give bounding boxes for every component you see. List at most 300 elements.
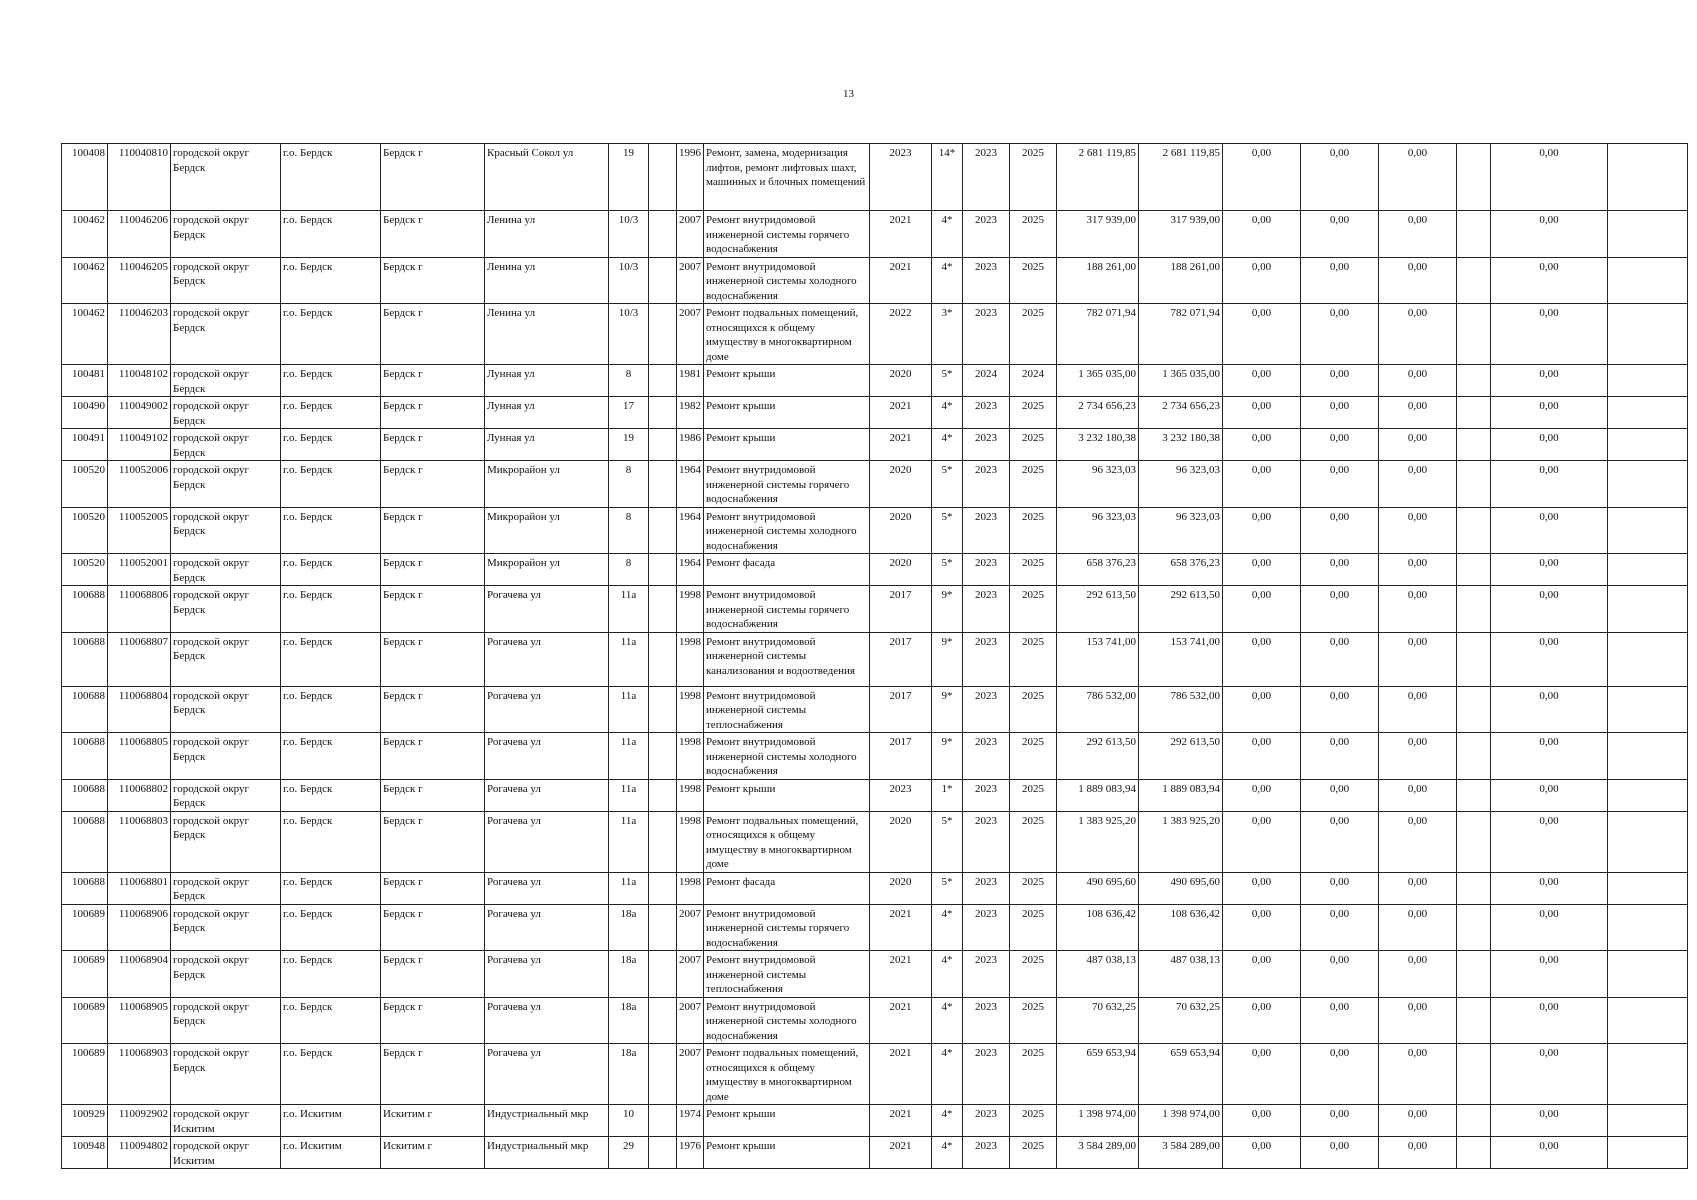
cell-house-id: 100491 [62,429,108,461]
cell-settlement: Бердск г [381,304,485,365]
cell-planned-year: 2021 [870,997,932,1044]
cell-work-code: 110094802 [108,1137,171,1169]
cell-work-code: 110040810 [108,144,171,211]
cell-cost-budget-federal: 0,00 [1223,586,1301,633]
cell-year-built: 2007 [677,997,704,1044]
cell-work-code: 110068906 [108,904,171,951]
cell-work-type: Ремонт, замена, модернизация лифтов, ремонт лифтовых шахт, машинных и блочных помещений [704,144,870,211]
cell-year-built: 1964 [677,461,704,508]
cell-settlement: Бердск г [381,257,485,304]
cell-cell-code: 4* [932,1137,963,1169]
cell-house-id: 100688 [62,733,108,780]
table-row [62,632,1688,686]
cell-cost-total: 659 653,94 [1057,1044,1139,1105]
cell-cost-budget-local: 0,00 [1379,904,1457,951]
cell-cell-code: 9* [932,686,963,733]
cell-extra-col [1608,144,1688,211]
table-row [62,1044,1688,1105]
cell-settlement: Искитим г [381,1137,485,1169]
cell-cost-budget-local: 0,00 [1379,429,1457,461]
cell-settlement: Бердск г [381,872,485,904]
cell-cost-budget-federal: 0,00 [1223,811,1301,872]
cell-house-id: 100462 [62,304,108,365]
cell-cell-code: 3* [932,304,963,365]
cell-street: Рогачева ул [485,872,609,904]
cell-start-year: 2023 [963,1044,1010,1105]
cell-house-number: 10/3 [609,257,649,304]
cell-house-number: 11а [609,586,649,633]
cell-work-type: Ремонт внутридомовой инженерной системы холодного водоснабжения [704,507,870,554]
cell-cost-owners: 0,00 [1491,951,1608,998]
cell-cost-owners: 0,00 [1491,632,1608,686]
cell-street: Рогачева ул [485,632,609,686]
cell-municipal-district: г.о. Бердск [281,507,381,554]
cell-start-year: 2023 [963,554,1010,586]
cell-cost-budget-local: 0,00 [1379,779,1457,811]
cell-cost-fund: 96 323,03 [1139,461,1223,508]
cell-start-year: 2023 [963,429,1010,461]
cell-end-year: 2025 [1010,1105,1057,1137]
cell-house-id: 100689 [62,997,108,1044]
cell-end-year: 2025 [1010,779,1057,811]
cell-cost-fund: 658 376,23 [1139,554,1223,586]
cell-cost-owners: 0,00 [1491,1137,1608,1169]
cell-cost-total: 658 376,23 [1057,554,1139,586]
cell-year-built: 1974 [677,1105,704,1137]
cell-building [649,811,677,872]
cell-start-year: 2023 [963,144,1010,211]
cell-street: Индустриальный мкр [485,1105,609,1137]
cell-extra-col [1608,997,1688,1044]
cell-cost-budget-federal: 0,00 [1223,686,1301,733]
cell-cost-budget-federal: 0,00 [1223,779,1301,811]
cell-cost-total: 3 232 180,38 [1057,429,1139,461]
cell-work-code: 110048102 [108,365,171,397]
cell-work-code: 110046205 [108,257,171,304]
cell-work-type: Ремонт крыши [704,779,870,811]
cell-cost-fund: 1 398 974,00 [1139,1105,1223,1137]
cell-building [649,1137,677,1169]
cell-building [649,872,677,904]
cell-house-number: 11а [609,872,649,904]
cell-house-number: 11а [609,632,649,686]
cell-cost-fund: 292 613,50 [1139,733,1223,780]
cell-cost-budget-local: 0,00 [1379,872,1457,904]
cell-work-type: Ремонт внутридомовой инженерной системы горячего водоснабжения [704,904,870,951]
cell-cost-budget-federal: 0,00 [1223,397,1301,429]
cell-year-built: 1976 [677,1137,704,1169]
cell-year-built: 2007 [677,904,704,951]
cell-street: Лунная ул [485,397,609,429]
cell-cost-budget-regional: 0,00 [1301,586,1379,633]
cell-empty-col [1457,586,1491,633]
cell-planned-year: 2020 [870,461,932,508]
cell-cell-code: 4* [932,429,963,461]
cell-cost-owners: 0,00 [1491,554,1608,586]
cell-house-number: 19 [609,144,649,211]
cell-end-year: 2025 [1010,951,1057,998]
cell-empty-col [1457,951,1491,998]
cell-cost-budget-regional: 0,00 [1301,872,1379,904]
cell-cost-budget-regional: 0,00 [1301,429,1379,461]
cell-work-type: Ремонт крыши [704,365,870,397]
cell-cost-owners: 0,00 [1491,997,1608,1044]
table-row [62,1105,1688,1137]
cell-planned-year: 2020 [870,811,932,872]
cell-street: Микрорайон ул [485,461,609,508]
cell-year-built: 2007 [677,257,704,304]
cell-cell-code: 4* [932,1044,963,1105]
cell-municipal-district: г.о. Бердск [281,779,381,811]
cell-planned-year: 2021 [870,904,932,951]
cell-house-number: 18а [609,904,649,951]
cell-cost-budget-federal: 0,00 [1223,872,1301,904]
cell-municipality: городской округ Бердск [171,811,281,872]
cell-start-year: 2023 [963,904,1010,951]
cell-building [649,904,677,951]
cell-empty-col [1457,632,1491,686]
table-row [62,1137,1688,1169]
cell-cost-total: 108 636,42 [1057,904,1139,951]
cell-cost-fund: 487 038,13 [1139,951,1223,998]
cell-cost-owners: 0,00 [1491,144,1608,211]
cell-house-number: 11а [609,811,649,872]
cell-end-year: 2025 [1010,429,1057,461]
cell-cost-budget-federal: 0,00 [1223,733,1301,780]
cell-cost-budget-federal: 0,00 [1223,554,1301,586]
cell-start-year: 2023 [963,733,1010,780]
cell-municipal-district: г.о. Бердск [281,997,381,1044]
cell-cost-owners: 0,00 [1491,365,1608,397]
cell-cost-owners: 0,00 [1491,904,1608,951]
cell-cost-fund: 96 323,03 [1139,507,1223,554]
cell-planned-year: 2021 [870,1105,932,1137]
cell-cost-owners: 0,00 [1491,811,1608,872]
cell-settlement: Бердск г [381,461,485,508]
cell-cost-owners: 0,00 [1491,586,1608,633]
cell-cost-owners: 0,00 [1491,397,1608,429]
cell-work-type: Ремонт внутридомовой инженерной системы горячего водоснабжения [704,461,870,508]
cell-planned-year: 2023 [870,779,932,811]
cell-empty-col [1457,257,1491,304]
cell-end-year: 2025 [1010,686,1057,733]
cell-cost-total: 70 632,25 [1057,997,1139,1044]
cell-end-year: 2025 [1010,554,1057,586]
cell-start-year: 2023 [963,507,1010,554]
cell-extra-col [1608,397,1688,429]
cell-settlement: Бердск г [381,811,485,872]
cell-street: Ленина ул [485,211,609,258]
cell-work-type: Ремонт крыши [704,1105,870,1137]
cell-year-built: 1998 [677,811,704,872]
cell-municipal-district: г.о. Бердск [281,733,381,780]
cell-street: Рогачева ул [485,686,609,733]
cell-end-year: 2025 [1010,507,1057,554]
cell-street: Рогачева ул [485,811,609,872]
cell-cost-total: 490 695,60 [1057,872,1139,904]
cell-cost-total: 317 939,00 [1057,211,1139,258]
cell-cost-total: 487 038,13 [1057,951,1139,998]
cell-municipality: городской округ Бердск [171,429,281,461]
cell-work-type: Ремонт внутридомовой инженерной системы теплоснабжения [704,686,870,733]
cell-cost-fund: 786 532,00 [1139,686,1223,733]
cell-cost-owners: 0,00 [1491,429,1608,461]
cell-cost-fund: 1 889 083,94 [1139,779,1223,811]
cell-start-year: 2023 [963,1137,1010,1169]
cell-building [649,997,677,1044]
table-row [62,144,1688,211]
cell-year-built: 1964 [677,507,704,554]
table-row [62,811,1688,872]
cell-cost-budget-federal: 0,00 [1223,429,1301,461]
cell-municipality: городской округ Бердск [171,586,281,633]
cell-cost-budget-local: 0,00 [1379,211,1457,258]
cell-end-year: 2025 [1010,586,1057,633]
cell-start-year: 2023 [963,257,1010,304]
cell-cost-budget-regional: 0,00 [1301,951,1379,998]
cell-start-year: 2023 [963,211,1010,258]
cell-start-year: 2023 [963,811,1010,872]
cell-cost-fund: 70 632,25 [1139,997,1223,1044]
cell-planned-year: 2022 [870,304,932,365]
cell-work-code: 110068801 [108,872,171,904]
cell-street: Рогачева ул [485,951,609,998]
cell-work-code: 110068803 [108,811,171,872]
cell-municipal-district: г.о. Бердск [281,586,381,633]
table-row [62,257,1688,304]
cell-end-year: 2025 [1010,257,1057,304]
cell-cost-fund: 1 383 925,20 [1139,811,1223,872]
cell-house-id: 100688 [62,779,108,811]
cell-year-built: 1998 [677,632,704,686]
cell-end-year: 2024 [1010,365,1057,397]
cell-municipal-district: г.о. Бердск [281,397,381,429]
cell-start-year: 2023 [963,997,1010,1044]
cell-municipality: городской округ Бердск [171,257,281,304]
cell-planned-year: 2023 [870,144,932,211]
cell-cost-owners: 0,00 [1491,1105,1608,1137]
cell-cell-code: 4* [932,397,963,429]
cell-planned-year: 2021 [870,211,932,258]
cell-cost-budget-regional: 0,00 [1301,461,1379,508]
cell-house-number: 11а [609,686,649,733]
cell-cost-budget-federal: 0,00 [1223,365,1301,397]
cell-building [649,461,677,508]
cell-cost-budget-regional: 0,00 [1301,686,1379,733]
cell-empty-col [1457,1044,1491,1105]
cell-house-id: 100520 [62,461,108,508]
cell-work-type: Ремонт крыши [704,1137,870,1169]
cell-work-type: Ремонт внутридомовой инженерной системы теплоснабжения [704,951,870,998]
cell-cost-total: 188 261,00 [1057,257,1139,304]
cell-cost-budget-local: 0,00 [1379,304,1457,365]
cell-year-built: 1998 [677,733,704,780]
cell-building [649,429,677,461]
cell-work-code: 110049002 [108,397,171,429]
cell-street: Рогачева ул [485,733,609,780]
cell-cost-budget-regional: 0,00 [1301,365,1379,397]
cell-building [649,1105,677,1137]
cell-extra-col [1608,461,1688,508]
table-row [62,686,1688,733]
cell-cost-total: 782 071,94 [1057,304,1139,365]
cell-municipality: городской округ Бердск [171,733,281,780]
cell-empty-col [1457,686,1491,733]
cell-empty-col [1457,429,1491,461]
cell-cell-code: 9* [932,586,963,633]
cell-work-code: 110068806 [108,586,171,633]
cell-cost-budget-local: 0,00 [1379,632,1457,686]
table-row [62,779,1688,811]
cell-house-number: 18а [609,1044,649,1105]
cell-empty-col [1457,461,1491,508]
cell-municipality: городской округ Бердск [171,211,281,258]
cell-municipal-district: г.о. Бердск [281,461,381,508]
cell-cost-owners: 0,00 [1491,257,1608,304]
cell-municipal-district: г.о. Искитим [281,1137,381,1169]
cell-municipal-district: г.о. Бердск [281,211,381,258]
cell-work-code: 110049102 [108,429,171,461]
cell-house-number: 11а [609,779,649,811]
cell-municipal-district: г.о. Искитим [281,1105,381,1137]
cell-municipality: городской округ Бердск [171,144,281,211]
cell-cost-budget-regional: 0,00 [1301,904,1379,951]
cell-cost-fund: 659 653,94 [1139,1044,1223,1105]
cell-cost-owners: 0,00 [1491,872,1608,904]
cell-cost-budget-federal: 0,00 [1223,997,1301,1044]
cell-work-type: Ремонт внутридомовой инженерной системы холодного водоснабжения [704,997,870,1044]
cell-year-built: 1996 [677,144,704,211]
cell-extra-col [1608,632,1688,686]
cell-house-id: 100948 [62,1137,108,1169]
cell-house-id: 100481 [62,365,108,397]
cell-cost-budget-local: 0,00 [1379,1044,1457,1105]
cell-settlement: Бердск г [381,904,485,951]
cell-end-year: 2025 [1010,811,1057,872]
cell-planned-year: 2017 [870,586,932,633]
cell-cost-budget-local: 0,00 [1379,733,1457,780]
cell-house-id: 100689 [62,904,108,951]
cell-work-code: 110068804 [108,686,171,733]
cell-extra-col [1608,586,1688,633]
cell-street: Ленина ул [485,257,609,304]
cell-settlement: Бердск г [381,507,485,554]
cell-municipality: городской округ Бердск [171,365,281,397]
cell-start-year: 2023 [963,779,1010,811]
cell-cell-code: 9* [932,632,963,686]
cell-cost-budget-local: 0,00 [1379,144,1457,211]
cell-street: Красный Сокол ул [485,144,609,211]
cell-extra-col [1608,304,1688,365]
table-row [62,997,1688,1044]
cell-work-type: Ремонт внутридомовой инженерной системы канализования и водоотведения [704,632,870,686]
cell-cost-budget-federal: 0,00 [1223,951,1301,998]
cell-cell-code: 4* [932,997,963,1044]
cell-start-year: 2023 [963,397,1010,429]
cell-house-id: 100688 [62,632,108,686]
cell-cost-budget-federal: 0,00 [1223,632,1301,686]
cell-start-year: 2023 [963,1105,1010,1137]
cell-cost-fund: 782 071,94 [1139,304,1223,365]
cell-cell-code: 5* [932,461,963,508]
cell-house-id: 100520 [62,554,108,586]
table-row [62,586,1688,633]
cell-municipal-district: г.о. Бердск [281,144,381,211]
cell-house-id: 100490 [62,397,108,429]
cell-cost-budget-regional: 0,00 [1301,211,1379,258]
cell-street: Ленина ул [485,304,609,365]
cell-year-built: 1964 [677,554,704,586]
cell-start-year: 2023 [963,686,1010,733]
cell-empty-col [1457,507,1491,554]
cell-house-number: 8 [609,365,649,397]
cell-house-number: 8 [609,554,649,586]
cell-extra-col [1608,872,1688,904]
cell-cost-budget-federal: 0,00 [1223,1044,1301,1105]
cell-work-code: 110092902 [108,1105,171,1137]
cell-cell-code: 5* [932,811,963,872]
cell-work-type: Ремонт внутридомовой инженерной системы холодного водоснабжения [704,733,870,780]
cell-planned-year: 2017 [870,632,932,686]
cell-empty-col [1457,904,1491,951]
cell-start-year: 2023 [963,632,1010,686]
cell-settlement: Бердск г [381,554,485,586]
cell-cost-total: 1 383 925,20 [1057,811,1139,872]
cell-cell-code: 4* [932,257,963,304]
cell-start-year: 2023 [963,461,1010,508]
cell-house-number: 10 [609,1105,649,1137]
cell-year-built: 1982 [677,397,704,429]
cell-street: Рогачева ул [485,997,609,1044]
cell-cost-total: 1 889 083,94 [1057,779,1139,811]
cell-year-built: 1998 [677,686,704,733]
cell-year-built: 1998 [677,779,704,811]
cell-cost-owners: 0,00 [1491,1044,1608,1105]
cell-empty-col [1457,1137,1491,1169]
cell-planned-year: 2017 [870,686,932,733]
cell-settlement: Бердск г [381,1044,485,1105]
cell-planned-year: 2021 [870,951,932,998]
cell-end-year: 2025 [1010,904,1057,951]
cell-cost-fund: 317 939,00 [1139,211,1223,258]
cell-work-code: 110068904 [108,951,171,998]
table-body [62,144,1688,1169]
cell-cost-budget-local: 0,00 [1379,1105,1457,1137]
cell-street: Рогачева ул [485,1044,609,1105]
cell-planned-year: 2020 [870,365,932,397]
cell-municipal-district: г.о. Бердск [281,1044,381,1105]
cell-cost-budget-regional: 0,00 [1301,733,1379,780]
cell-municipality: городской округ Бердск [171,779,281,811]
cell-cost-owners: 0,00 [1491,733,1608,780]
cell-cost-budget-local: 0,00 [1379,365,1457,397]
cell-house-number: 8 [609,507,649,554]
table-row [62,554,1688,586]
table-row [62,365,1688,397]
cell-end-year: 2025 [1010,144,1057,211]
cell-cost-budget-regional: 0,00 [1301,257,1379,304]
cell-settlement: Бердск г [381,632,485,686]
page-number: 13 [843,88,854,100]
cell-planned-year: 2021 [870,1044,932,1105]
cell-house-number: 19 [609,429,649,461]
cell-work-type: Ремонт подвальных помещений, относящихся к общему имуществу в многоквартирном доме [704,304,870,365]
cell-extra-col [1608,1044,1688,1105]
table-row [62,507,1688,554]
cell-cost-budget-regional: 0,00 [1301,144,1379,211]
cell-municipality: городской округ Бердск [171,904,281,951]
cell-cost-total: 153 741,00 [1057,632,1139,686]
